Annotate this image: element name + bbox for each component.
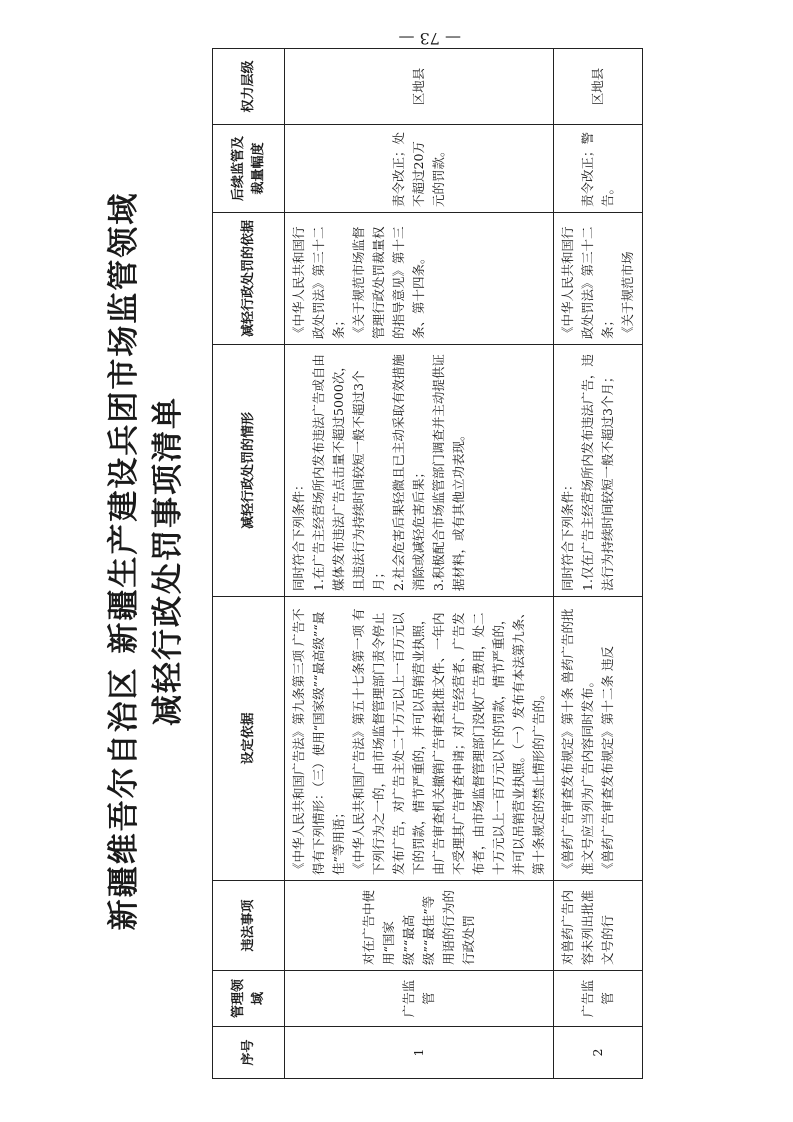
cell-conditions: 同时符合下列条件： 1.仅在广告主经营场所内发布违法广告，违法行为持续时间较短一般不超过3个月；: [554, 345, 643, 597]
header-conditions: 减轻行政处罚的情形: [213, 345, 285, 597]
document-title-line1: 新疆维吾尔自治区 新疆生产建设兵团市场监管领域: [106, 191, 142, 931]
header-reduce-basis: 减轻行政处罚的依据: [213, 213, 285, 345]
header-violation: 违法事项: [213, 881, 285, 971]
table-header-row: [213, 49, 285, 1079]
cell-conditions: 同时符合下列条件： 1.在广告主经营场所内发布违法广告或自由媒体发布违法广告点击量不超过5000次，且违法行为持续时间较短一般不超过3个月； 2.社会危害后果轻微且已主动采取有效措施消除或减轻危害后果； 3.积极配合市场监管部门调查并主动提供证据材料，或有其他立功表现。: [285, 345, 554, 597]
penalty-list-table: [212, 48, 643, 1079]
cell-domain: 广告监管: [554, 971, 643, 1027]
header-penalty: 后续监管及裁量幅度: [213, 125, 285, 213]
cell-penalty: 责令改正；警告。: [554, 125, 643, 213]
header-domain: 管理领域: [213, 971, 285, 1027]
cell-penalty: 责令改正；处不超过20万元的罚款。: [285, 125, 554, 213]
table-row: [554, 49, 643, 1079]
cell-basis: 《中华人民共和国广告法》第九条第三项 广告不得有下列情形：（三）使用“国家级”“最高级”“最佳”等用语； 《中华人民共和国广告法》第五十七条第一项 有下列行为之一的，由市场监督管理部门责令停止发布广告，对广告主处二十万元以上一百万元以下的罚款，情节严重的，并可以吊销营业执照，由广告审查机关撤销广告审查批准文件、一年内不受理其广告审查申请；对广告经营者、广告发布者，由市场监督管理部门没收广告费用，处二十万元以上一百万元以下的罚款，情节严重的，并可以吊销营业执照。（一）发布有本法第九条、第十条规定的禁止情形的广告的。: [285, 597, 554, 881]
cell-level: 区地县: [285, 49, 554, 125]
header-level: 权力层级: [213, 49, 285, 125]
cell-level: 区地县: [554, 49, 643, 125]
cell-domain: 广告监管: [285, 971, 554, 1027]
page-number: — 73 —: [398, 29, 462, 48]
cell-seq: 2: [554, 1027, 643, 1079]
cell-seq: 1: [285, 1027, 554, 1079]
cell-reduce-basis: 《中华人民共和国行政处罚法》第三十二条； 《关于规范市场监督管理行政处罚裁量权的指导意见》第十三条、第十四条。: [285, 213, 554, 345]
cell-violation: 对在广告中使用“国家级”“最高级”“最佳”等用语的行为的行政处罚: [285, 881, 554, 971]
document-title-line2: 减轻行政处罚事项清单: [150, 396, 186, 726]
cell-violation: 对兽药广告内容未列出批准文号的行: [554, 881, 643, 971]
cell-basis: 《兽药广告审查发布规定》第十条 兽药广告的批准文号应当列为广告内容同时发布。 《兽药广告审查发布规定》第十二条 违反: [554, 597, 643, 881]
table-row: [285, 49, 554, 1079]
header-basis: 设定依据: [213, 597, 285, 881]
header-seq: 序号: [213, 1027, 285, 1079]
cell-reduce-basis: 《中华人民共和国行政处罚法》第三十二条； 《关于规范市场: [554, 213, 643, 345]
